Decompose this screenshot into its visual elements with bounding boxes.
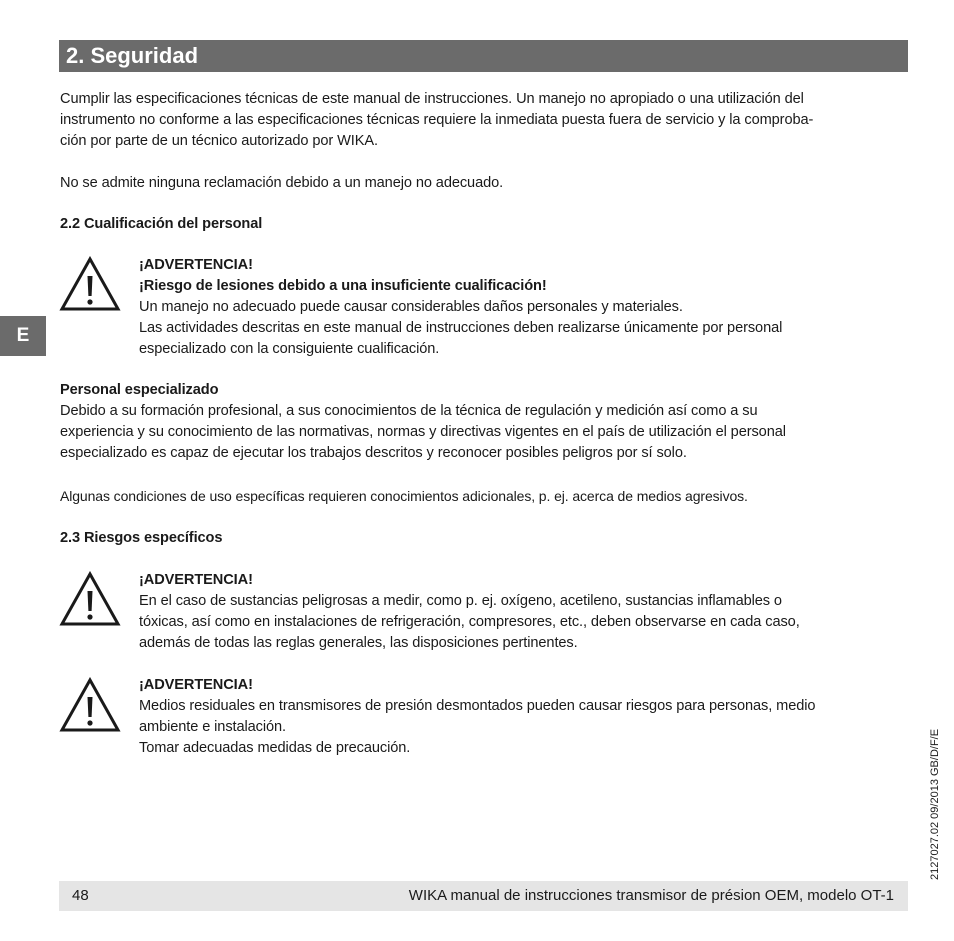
warning-line: además de todas las reglas generales, las disposiciones pertinentes. bbox=[139, 635, 578, 651]
warning-line: En el caso de sustancias peligrosas a medir, como p. ej. oxígeno, acetileno, sustancias inflamables o bbox=[139, 593, 782, 609]
personal-section bbox=[60, 380, 786, 464]
warning-title: ¡ADVERTENCIA! bbox=[139, 257, 253, 273]
warning-line: ambiente e instalación. bbox=[139, 719, 286, 735]
warning-block-qualification bbox=[139, 255, 782, 360]
heading-2-2: 2.2 Cualificación del personal bbox=[60, 216, 263, 232]
page-footer bbox=[59, 881, 908, 911]
personal-line: experiencia y su conocimiento de las normativas, normas y directivas vigentes en el país de utilización el personal bbox=[60, 424, 786, 440]
warning-triangle-icon bbox=[59, 677, 121, 733]
warning-triangle-icon bbox=[59, 256, 121, 312]
heading-2-3: 2.3 Riesgos específicos bbox=[60, 530, 223, 546]
warning-line: Un manejo no adecuado puede causar considerables daños personales y materiales. bbox=[139, 299, 683, 315]
footer-title: WIKA manual de instrucciones transmisor de présion OEM, modelo OT-1 bbox=[408, 887, 894, 904]
warning-subtitle: ¡Riesgo de lesiones debido a una insuficiente cualificación! bbox=[139, 278, 547, 294]
page-number: 48 bbox=[72, 887, 89, 904]
intro-paragraph bbox=[60, 89, 813, 152]
warning-line: especializado con la consiguiente cualificación. bbox=[139, 341, 440, 357]
warning-title: ¡ADVERTENCIA! bbox=[139, 572, 253, 588]
language-tab: E bbox=[0, 316, 46, 356]
warning-block-residual-media bbox=[139, 675, 815, 759]
warning-block-hazardous-media bbox=[139, 570, 800, 654]
warning-line: Las actividades descritas en este manual de instrucciones deben realizarse únicamente por personal bbox=[139, 320, 783, 336]
warning-title: ¡ADVERTENCIA! bbox=[139, 677, 253, 693]
claim-paragraph: No se admite ninguna reclamación debido a un manejo no adecuado. bbox=[60, 175, 504, 191]
intro-line: instrumento no conforme a las especificaciones técnicas requiere la inmediata puesta fuera de servicio y la comproba- bbox=[60, 112, 814, 128]
warning-line: tóxicas, así como en instalaciones de refrigeración, compresores, etc., deben observarse en cada caso, bbox=[139, 614, 800, 630]
personal-line: Debido a su formación profesional, a sus conocimientos de la técnica de regulación y medición así como a su bbox=[60, 403, 758, 419]
intro-line: ción por parte de un técnico autorizado por WIKA. bbox=[60, 133, 378, 149]
personal-heading: Personal especializado bbox=[60, 382, 219, 398]
note-paragraph: Algunas condiciones de uso específicas requieren conocimientos adicionales, p. ej. acerca de medios agresivos. bbox=[60, 488, 748, 504]
section-title-bar bbox=[59, 40, 908, 72]
section-title: 2. Seguridad bbox=[66, 43, 199, 68]
warning-line: Medios residuales en transmisores de presión desmontados pueden causar riesgos para personas, medio bbox=[139, 698, 816, 714]
document-number: 2127027.02 09/2013 GB/D/F/E bbox=[929, 728, 941, 880]
intro-line: Cumplir las especificaciones técnicas de este manual de instrucciones. Un manejo no apropiado o una utilización del bbox=[60, 91, 804, 107]
warning-line: Tomar adecuadas medidas de precaución. bbox=[139, 740, 411, 756]
personal-line: especializado es capaz de ejecutar los trabajos descritos y reconocer posibles peligros por sí solo. bbox=[60, 445, 687, 461]
warning-triangle-icon bbox=[59, 571, 121, 627]
